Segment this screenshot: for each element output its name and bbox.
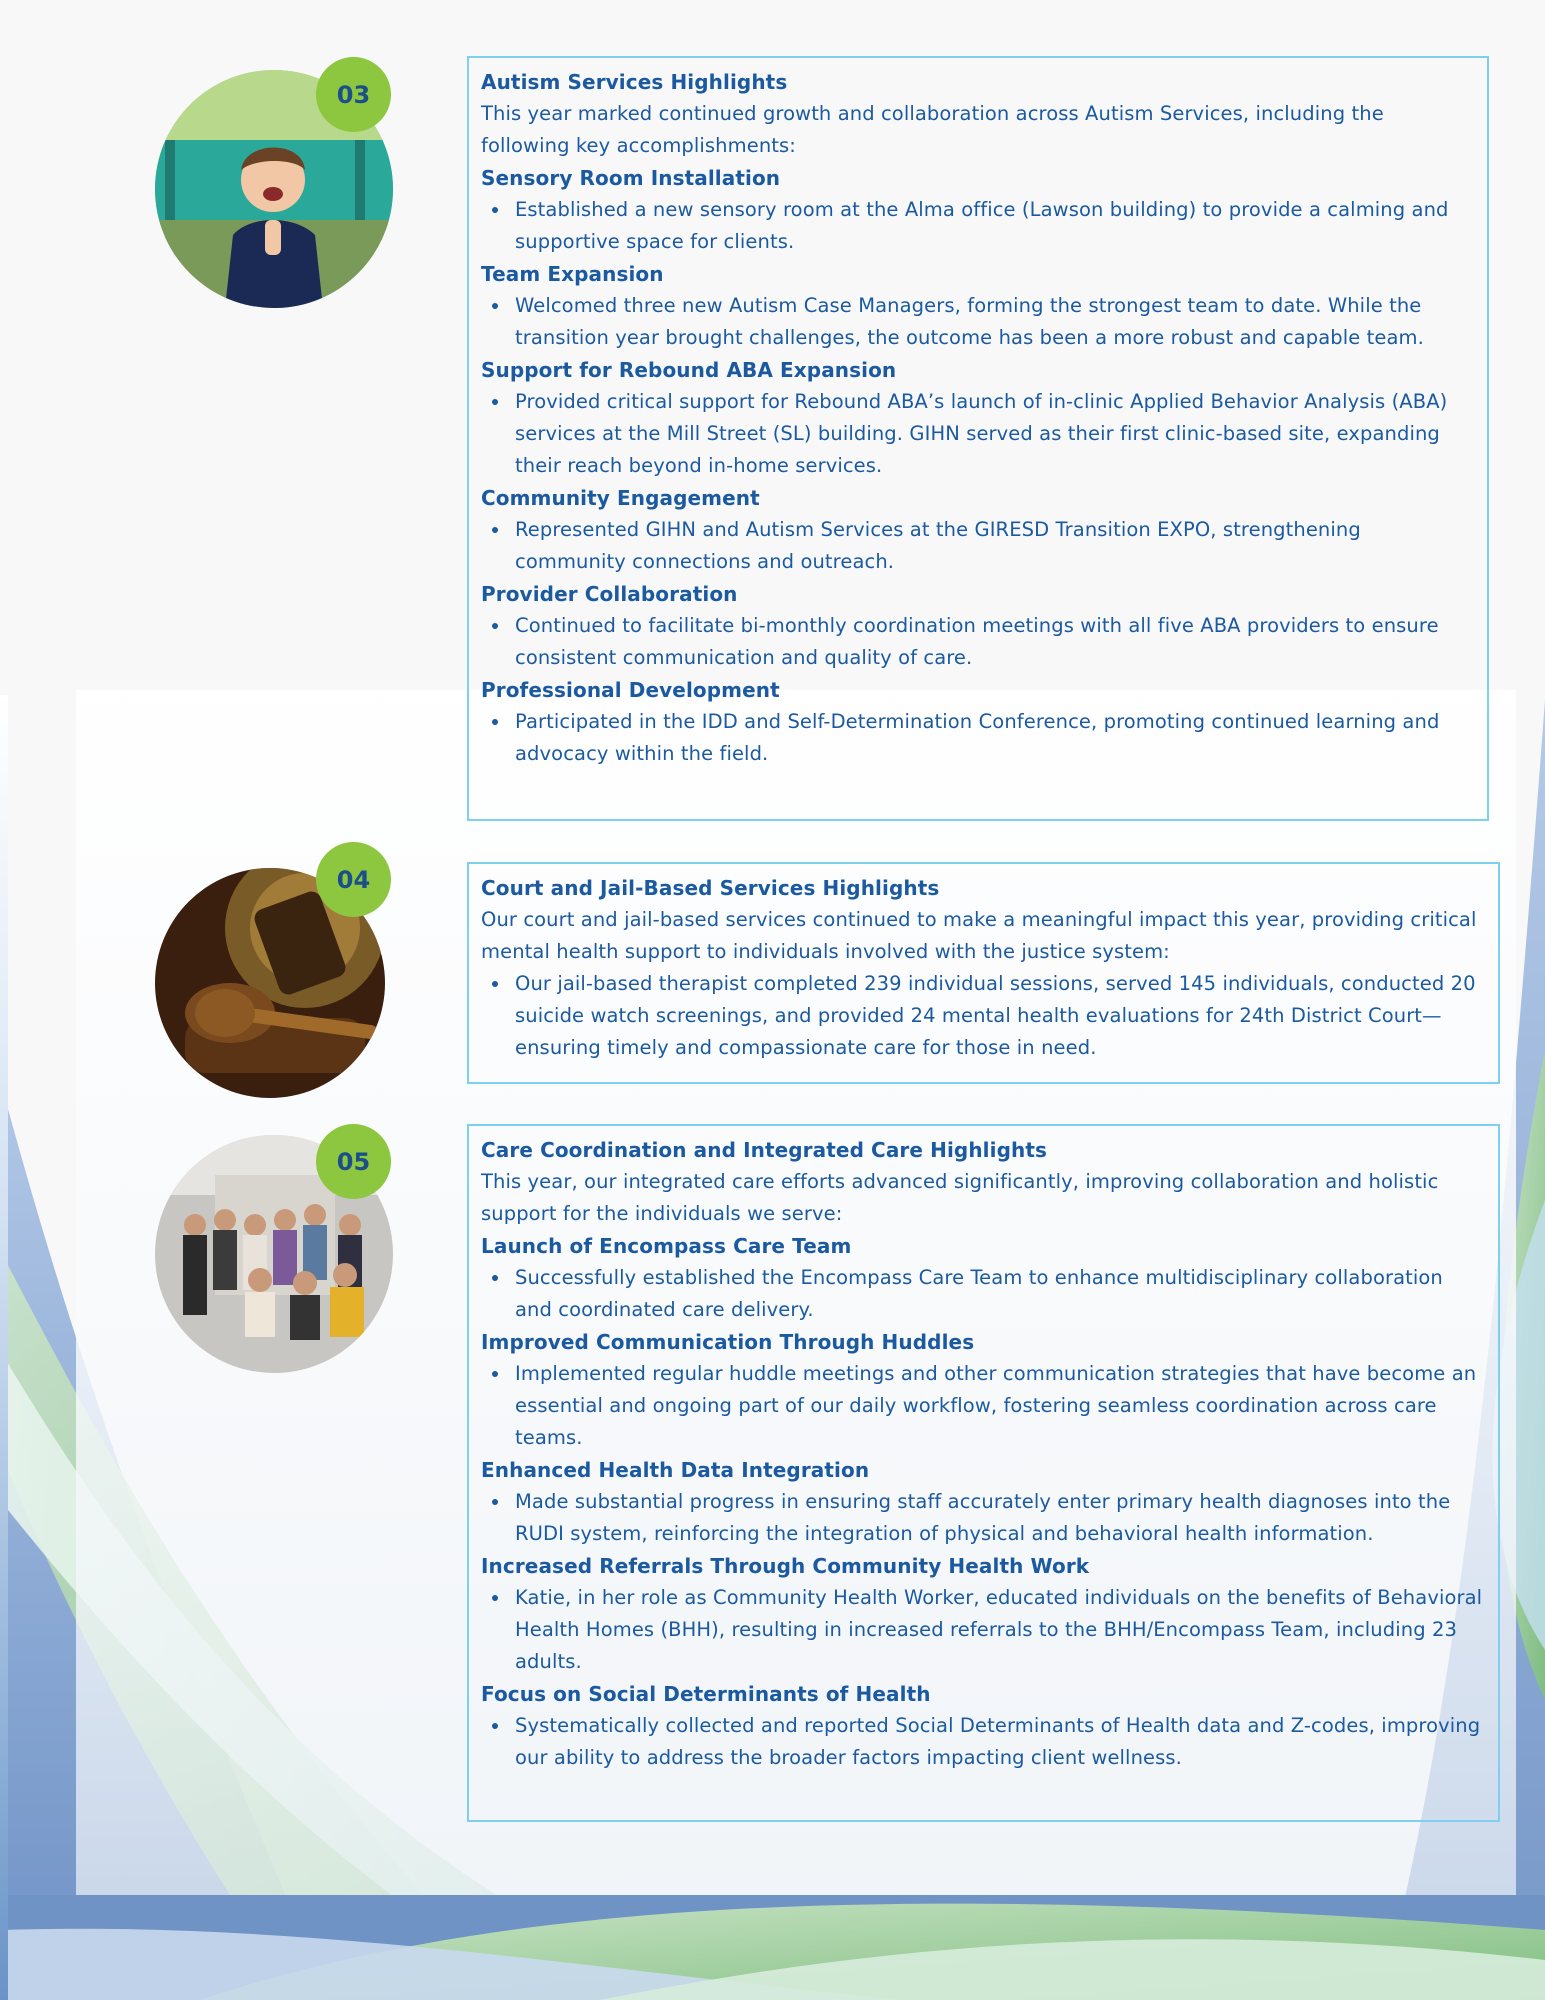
section-number-badge: 04 [316,842,391,917]
list-item: Implemented regular huddle meetings and other communication strategies that have become an essential and ongoing part of our daily workflow, fostering seamless coordination across care teams. [515,1358,1486,1454]
list-item: Made substantial progress in ensuring staff accurately enter primary health diagnoses into the RUDI system, reinforcing the integration of physical and behavioral health information. [515,1486,1486,1550]
list-item: Represented GIHN and Autism Services at the GIRESD Transition EXPO, strengthening community connections and outreach. [515,514,1475,578]
section-intro: This year, our integrated care efforts advanced significantly, improving collaboration and holistic support for the individuals we serve: [481,1170,1439,1225]
subsection-heading: Improved Communication Through Huddles [481,1330,975,1354]
left-edge-accent [0,695,8,2000]
list-item: Katie, in her role as Community Health Worker, educated individuals on the benefits of Behavioral Health Homes (BHH), resulting in increased referrals to the BHH/Encompass Team, including 23 adults. [515,1582,1486,1678]
subsection-heading: Support for Rebound ABA Expansion [481,358,897,382]
subsection-heading: Sensory Room Installation [481,166,781,190]
list-item: Continued to facilitate bi-monthly coordination meetings with all five ABA providers to ensure consistent communication and quality of care. [515,610,1475,674]
subsection-heading: Increased Referrals Through Community Health Work [481,1554,1090,1578]
section-number-badge: 03 [316,57,391,132]
section-title: Autism Services Highlights [481,70,788,94]
subsection-heading: Professional Development [481,678,780,702]
section-number-badge: 05 [316,1124,391,1199]
subsection-heading: Enhanced Health Data Integration [481,1458,870,1482]
subsection-heading: Focus on Social Determinants of Health [481,1682,931,1706]
court-jail-services-box [467,862,1500,1084]
subsection-heading: Team Expansion [481,262,664,286]
subsection-heading: Launch of Encompass Care Team [481,1234,852,1258]
section-intro: Our court and jail-based services continued to make a meaningful impact this year, providing critical mental health support to individuals involved with the justice system: [481,908,1477,963]
care-coordination-box [467,1124,1500,1822]
list-item: Successfully established the Encompass Care Team to enhance multidisciplinary collaboration and coordinated care delivery. [515,1262,1486,1326]
autism-services-box [467,56,1489,821]
list-item: Provided critical support for Rebound ABA’s launch of in-clinic Applied Behavior Analysis (ABA) services at the Mill Street (SL) building. GIHN served as their first clinic-based site, expanding their reach beyond in-home services. [515,386,1475,482]
section-title: Care Coordination and Integrated Care Highlights [481,1138,1047,1162]
list-item: Participated in the IDD and Self-Determination Conference, promoting continued learning and advocacy within the field. [515,706,1475,770]
section-intro: This year marked continued growth and collaboration across Autism Services, including the following key accomplishments: [481,102,1384,157]
subsection-heading: Community Engagement [481,486,760,510]
section-title: Court and Jail-Based Services Highlights [481,876,940,900]
list-item: Welcomed three new Autism Case Managers, forming the strongest team to date. While the transition year brought challenges, the outcome has been a more robust and capable team. [515,290,1475,354]
subsection-heading: Provider Collaboration [481,582,738,606]
list-item: Established a new sensory room at the Alma office (Lawson building) to provide a calming and supportive space for clients. [515,194,1475,258]
list-item: Systematically collected and reported Social Determinants of Health data and Z-codes, improving our ability to address the broader factors impacting client wellness. [515,1710,1486,1774]
list-item: Our jail-based therapist completed 239 individual sessions, served 145 individuals, conducted 20 suicide watch screenings, and provided 24 mental health evaluations for 24th District Court—ensuring timely and compassionate care for those in need. [515,968,1486,1064]
